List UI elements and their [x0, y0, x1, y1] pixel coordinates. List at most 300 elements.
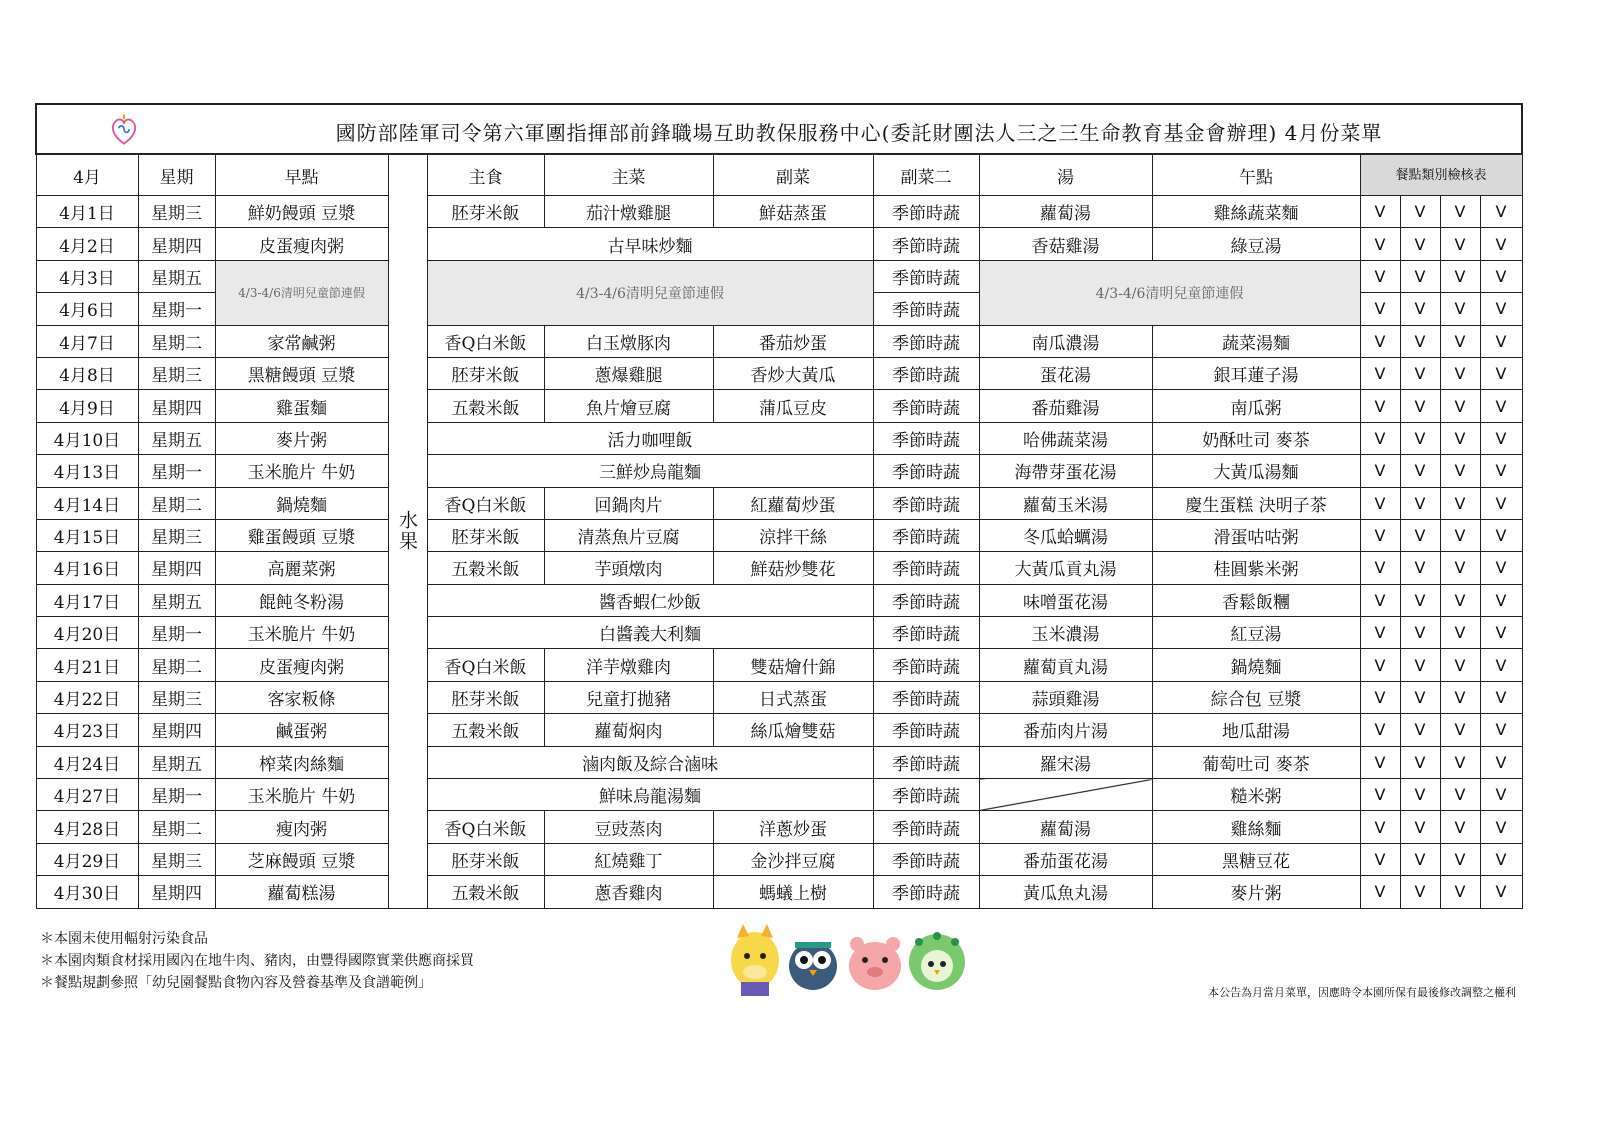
- note-line: ＊本園肉類食材採用國內在地牛肉、豬肉，由豐得國際實業供應商採買: [40, 953, 474, 969]
- breakfast-cell: 蘿蔔糕湯: [215, 876, 388, 908]
- staple-cell: 胚芽米飯: [427, 519, 544, 551]
- side2-cell: 季節時蔬: [873, 811, 979, 843]
- check-mark-cell: V: [1440, 811, 1480, 843]
- date-cell: 4月21日: [36, 649, 138, 681]
- check-mark-cell: V: [1400, 293, 1440, 325]
- snack-cell: 銀耳蓮子湯: [1152, 357, 1360, 389]
- school-logo-icon: [107, 113, 141, 147]
- snack-cell: 綠豆湯: [1152, 228, 1360, 260]
- check-mark-cell: V: [1440, 519, 1480, 551]
- soup-cell: 味噌蛋花湯: [979, 584, 1152, 616]
- soup-cell: 蘿蔔湯: [979, 196, 1152, 228]
- check-mark-cell: V: [1400, 228, 1440, 260]
- soup-cell: 玉米濃湯: [979, 617, 1152, 649]
- table-row: [36, 260, 1522, 292]
- main-dish-cell: 蔥爆雞腿: [544, 357, 713, 389]
- soup-cell: 香菇雞湯: [979, 228, 1152, 260]
- check-mark-cell: V: [1360, 293, 1400, 325]
- weekday-cell: 星期一: [138, 455, 215, 487]
- side1-cell: 紅蘿蔔炒蛋: [713, 487, 873, 519]
- staple-cell: 胚芽米飯: [427, 196, 544, 228]
- weekday-cell: 星期二: [138, 811, 215, 843]
- breakfast-cell: 皮蛋瘦肉粥: [215, 649, 388, 681]
- date-cell: 4月14日: [36, 487, 138, 519]
- check-mark-cell: V: [1440, 876, 1480, 908]
- side1-cell: 洋蔥炒蛋: [713, 811, 873, 843]
- date-cell: 4月16日: [36, 552, 138, 584]
- date-cell: 4月20日: [36, 617, 138, 649]
- weekday-cell: 星期二: [138, 325, 215, 357]
- check-mark-cell: V: [1440, 422, 1480, 454]
- breakfast-cell: 鹹蛋粥: [215, 714, 388, 746]
- breakfast-cell: 榨菜肉絲麵: [215, 746, 388, 778]
- footer-disclaimer: 本公告為月當月菜單，因應時令本園所保有最後修改調整之權利: [1208, 986, 1516, 999]
- soup-cell: 黃瓜魚丸湯: [979, 876, 1152, 908]
- weekday-cell: 星期二: [138, 649, 215, 681]
- breakfast-cell: 餛飩冬粉湯: [215, 584, 388, 616]
- side1-cell: 絲瓜燴雙菇: [713, 714, 873, 746]
- check-mark-cell: V: [1400, 584, 1440, 616]
- combined-meal-cell: 活力咖哩飯: [427, 422, 873, 454]
- peacock-mascot-icon: [909, 932, 965, 990]
- header-month: 4月: [36, 154, 138, 196]
- check-mark-cell: V: [1480, 746, 1522, 778]
- side1-cell: 鮮菇蒸蛋: [713, 196, 873, 228]
- snack-cell: 鍋燒麵: [1152, 649, 1360, 681]
- main-dish-cell: 兒童打拋豬: [544, 681, 713, 713]
- date-cell: 4月1日: [36, 196, 138, 228]
- check-mark-cell: V: [1360, 390, 1400, 422]
- snack-cell: 雞絲蔬菜麵: [1152, 196, 1360, 228]
- soup-cell: 南瓜濃湯: [979, 325, 1152, 357]
- snack-cell: 慶生蛋糕 決明子茶: [1152, 487, 1360, 519]
- mascots-illustration: [725, 920, 980, 1000]
- combined-meal-cell: 古早味炒麵: [427, 228, 873, 260]
- check-mark-cell: V: [1480, 487, 1522, 519]
- date-cell: 4月6日: [36, 293, 138, 325]
- snack-cell: 糙米粥: [1152, 779, 1360, 811]
- check-mark-cell: V: [1440, 196, 1480, 228]
- table-row: [36, 681, 1522, 713]
- check-mark-cell: V: [1400, 552, 1440, 584]
- weekday-cell: 星期三: [138, 843, 215, 875]
- check-mark-cell: V: [1400, 390, 1440, 422]
- check-mark-cell: V: [1480, 293, 1522, 325]
- side1-cell: 金沙拌豆腐: [713, 843, 873, 875]
- weekday-cell: 星期五: [138, 746, 215, 778]
- main-dish-cell: 洋芋燉雞肉: [544, 649, 713, 681]
- header-side1: 副菜: [713, 154, 873, 196]
- combined-meal-cell: 醬香蝦仁炒飯: [427, 584, 873, 616]
- staple-cell: 五穀米飯: [427, 552, 544, 584]
- weekday-cell: 星期一: [138, 779, 215, 811]
- breakfast-cell: 雞蛋麵: [215, 390, 388, 422]
- breakfast-cell: 家常鹹粥: [215, 325, 388, 357]
- staple-cell: 五穀米飯: [427, 876, 544, 908]
- soup-cell: 蘿蔔貢丸湯: [979, 649, 1152, 681]
- staple-cell: 香Q白米飯: [427, 811, 544, 843]
- table-row: [36, 876, 1522, 908]
- side2-cell: 季節時蔬: [873, 196, 979, 228]
- breakfast-cell: 皮蛋瘦肉粥: [215, 228, 388, 260]
- check-mark-cell: V: [1440, 843, 1480, 875]
- breakfast-cell: 芝麻饅頭 豆漿: [215, 843, 388, 875]
- table-row: [36, 617, 1522, 649]
- check-mark-cell: V: [1360, 519, 1400, 551]
- breakfast-cell: 玉米脆片 牛奶: [215, 779, 388, 811]
- table-row: [36, 714, 1522, 746]
- menu-sheet: [35, 103, 1521, 909]
- breakfast-cell: 鮮奶饅頭 豆漿: [215, 196, 388, 228]
- check-mark-cell: V: [1360, 649, 1400, 681]
- weekday-cell: 星期一: [138, 293, 215, 325]
- check-mark-cell: V: [1440, 779, 1480, 811]
- side1-cell: 雙菇燴什錦: [713, 649, 873, 681]
- main-dish-cell: 白玉燉豚肉: [544, 325, 713, 357]
- breakfast-cell: 麥片粥: [215, 422, 388, 454]
- header-snack: 午點: [1152, 154, 1360, 196]
- holiday-breakfast-cell: 4/3-4/6清明兒童節連假: [215, 260, 388, 325]
- soup-cell: 蒜頭雞湯: [979, 681, 1152, 713]
- menu-table: [35, 103, 1523, 909]
- check-mark-cell: V: [1480, 649, 1522, 681]
- staple-cell: 五穀米飯: [427, 714, 544, 746]
- check-mark-cell: V: [1400, 519, 1440, 551]
- check-mark-cell: V: [1480, 779, 1522, 811]
- staple-cell: 香Q白米飯: [427, 487, 544, 519]
- check-mark-cell: V: [1440, 293, 1480, 325]
- table-row: [36, 519, 1522, 551]
- check-mark-cell: V: [1480, 390, 1522, 422]
- check-mark-cell: V: [1440, 714, 1480, 746]
- breakfast-cell: 高麗菜粥: [215, 552, 388, 584]
- date-cell: 4月30日: [36, 876, 138, 908]
- header-breakfast: 早點: [215, 154, 388, 196]
- weekday-cell: 星期四: [138, 552, 215, 584]
- snack-cell: 奶酥吐司 麥茶: [1152, 422, 1360, 454]
- check-mark-cell: V: [1400, 876, 1440, 908]
- check-mark-cell: V: [1360, 422, 1400, 454]
- check-mark-cell: V: [1440, 228, 1480, 260]
- main-dish-cell: 清蒸魚片豆腐: [544, 519, 713, 551]
- check-mark-cell: V: [1480, 228, 1522, 260]
- header-check: 餐點類別檢核表: [1360, 154, 1522, 196]
- side2-cell: 季節時蔬: [873, 649, 979, 681]
- date-cell: 4月15日: [36, 519, 138, 551]
- check-mark-cell: V: [1480, 617, 1522, 649]
- notes: [40, 928, 474, 994]
- header-staple: 主食: [427, 154, 544, 196]
- header-main: 主菜: [544, 154, 713, 196]
- check-mark-cell: V: [1360, 584, 1400, 616]
- check-mark-cell: V: [1480, 357, 1522, 389]
- soup-cell: 番茄肉片湯: [979, 714, 1152, 746]
- check-mark-cell: V: [1360, 228, 1400, 260]
- side2-cell: 季節時蔬: [873, 779, 979, 811]
- check-mark-cell: V: [1400, 681, 1440, 713]
- side2-cell: 季節時蔬: [873, 260, 979, 292]
- header-soup: 湯: [979, 154, 1152, 196]
- date-cell: 4月10日: [36, 422, 138, 454]
- breakfast-cell: 玉米脆片 牛奶: [215, 617, 388, 649]
- holiday-soup-snack-cell: 4/3-4/6清明兒童節連假: [979, 260, 1360, 325]
- check-mark-cell: V: [1480, 455, 1522, 487]
- check-mark-cell: V: [1480, 714, 1522, 746]
- weekday-cell: 星期四: [138, 228, 215, 260]
- main-dish-cell: 豆豉蒸肉: [544, 811, 713, 843]
- table-row: [36, 584, 1522, 616]
- table-row: [36, 649, 1522, 681]
- weekday-cell: 星期三: [138, 357, 215, 389]
- holiday-lunch-cell: 4/3-4/6清明兒童節連假: [427, 260, 873, 325]
- side1-cell: 涼拌干絲: [713, 519, 873, 551]
- side2-cell: 季節時蔬: [873, 519, 979, 551]
- soup-cell: 蛋花湯: [979, 357, 1152, 389]
- table-row: [36, 422, 1522, 454]
- main-dish-cell: 紅燒雞丁: [544, 843, 713, 875]
- check-mark-cell: V: [1400, 779, 1440, 811]
- soup-cell: 蘿蔔玉米湯: [979, 487, 1152, 519]
- table-row: [36, 779, 1522, 811]
- side2-cell: 季節時蔬: [873, 357, 979, 389]
- page-title: 國防部陸軍司令第六軍團指揮部前鋒職場互助教保服務中心(委託財團法人三之三生命教育基金會辦理) 4月份菜單: [335, 121, 1383, 145]
- check-mark-cell: V: [1400, 649, 1440, 681]
- side2-cell: 季節時蔬: [873, 455, 979, 487]
- soup-cell: 大黃瓜貢丸湯: [979, 552, 1152, 584]
- breakfast-cell: 鍋燒麵: [215, 487, 388, 519]
- soup-cell: 海帶芽蛋花湯: [979, 455, 1152, 487]
- check-mark-cell: V: [1440, 260, 1480, 292]
- table-row: [36, 357, 1522, 389]
- date-cell: 4月28日: [36, 811, 138, 843]
- date-cell: 4月24日: [36, 746, 138, 778]
- check-mark-cell: V: [1360, 552, 1400, 584]
- table-row: [36, 196, 1522, 228]
- date-cell: 4月7日: [36, 325, 138, 357]
- check-mark-cell: V: [1400, 196, 1440, 228]
- side2-cell: 季節時蔬: [873, 746, 979, 778]
- staple-cell: 胚芽米飯: [427, 843, 544, 875]
- table-row: [36, 228, 1522, 260]
- check-mark-cell: V: [1360, 876, 1400, 908]
- check-mark-cell: V: [1480, 196, 1522, 228]
- side2-cell: 季節時蔬: [873, 487, 979, 519]
- check-mark-cell: V: [1400, 260, 1440, 292]
- side2-cell: 季節時蔬: [873, 584, 979, 616]
- breakfast-cell: 黑糖饅頭 豆漿: [215, 357, 388, 389]
- combined-meal-cell: 三鮮炒烏龍麵: [427, 455, 873, 487]
- title-cell: [36, 104, 1522, 154]
- table-row: [36, 455, 1522, 487]
- side1-cell: 香炒大黃瓜: [713, 357, 873, 389]
- header-side2: 副菜二: [873, 154, 979, 196]
- table-row: [36, 487, 1522, 519]
- side2-cell: 季節時蔬: [873, 876, 979, 908]
- side1-cell: 日式蒸蛋: [713, 681, 873, 713]
- date-cell: 4月22日: [36, 681, 138, 713]
- check-mark-cell: V: [1440, 681, 1480, 713]
- date-cell: 4月3日: [36, 260, 138, 292]
- side2-cell: 季節時蔬: [873, 552, 979, 584]
- snack-cell: 南瓜粥: [1152, 390, 1360, 422]
- staple-cell: 胚芽米飯: [427, 357, 544, 389]
- date-cell: 4月9日: [36, 390, 138, 422]
- date-cell: 4月8日: [36, 357, 138, 389]
- main-dish-cell: 蔥香雞肉: [544, 876, 713, 908]
- check-mark-cell: V: [1440, 649, 1480, 681]
- check-mark-cell: V: [1480, 325, 1522, 357]
- date-cell: 4月27日: [36, 779, 138, 811]
- staple-cell: 香Q白米飯: [427, 649, 544, 681]
- table-row: [36, 325, 1522, 357]
- snack-cell: 葡萄吐司 麥茶: [1152, 746, 1360, 778]
- staple-cell: 五穀米飯: [427, 390, 544, 422]
- table-row: [36, 811, 1522, 843]
- side2-cell: 季節時蔬: [873, 617, 979, 649]
- fruit-column: 水果: [388, 154, 427, 908]
- main-dish-cell: 茄汁燉雞腿: [544, 196, 713, 228]
- check-mark-cell: V: [1400, 843, 1440, 875]
- check-mark-cell: V: [1400, 357, 1440, 389]
- date-cell: 4月23日: [36, 714, 138, 746]
- weekday-cell: 星期五: [138, 584, 215, 616]
- weekday-cell: 星期四: [138, 714, 215, 746]
- owl-mascot-icon: [789, 942, 837, 990]
- check-mark-cell: V: [1400, 811, 1440, 843]
- soup-cell-slashed: [979, 779, 1152, 811]
- date-cell: 4月2日: [36, 228, 138, 260]
- main-dish-cell: 魚片燴豆腐: [544, 390, 713, 422]
- horse-mascot-icon: [731, 924, 779, 996]
- snack-cell: 雞絲麵: [1152, 811, 1360, 843]
- header-weekday: 星期: [138, 154, 215, 196]
- snack-cell: 紅豆湯: [1152, 617, 1360, 649]
- weekday-cell: 星期一: [138, 617, 215, 649]
- main-dish-cell: 回鍋肉片: [544, 487, 713, 519]
- check-mark-cell: V: [1360, 714, 1400, 746]
- check-mark-cell: V: [1480, 584, 1522, 616]
- side1-cell: 鮮菇炒雙花: [713, 552, 873, 584]
- snack-cell: 地瓜甜湯: [1152, 714, 1360, 746]
- check-mark-cell: V: [1360, 357, 1400, 389]
- main-dish-cell: 蘿蔔焖肉: [544, 714, 713, 746]
- date-cell: 4月29日: [36, 843, 138, 875]
- check-mark-cell: V: [1400, 714, 1440, 746]
- breakfast-cell: 玉米脆片 牛奶: [215, 455, 388, 487]
- staple-cell: 香Q白米飯: [427, 325, 544, 357]
- side2-cell: 季節時蔬: [873, 422, 979, 454]
- check-mark-cell: V: [1360, 196, 1400, 228]
- pig-mascot-icon: [849, 937, 901, 990]
- breakfast-cell: 客家粄條: [215, 681, 388, 713]
- check-mark-cell: V: [1400, 455, 1440, 487]
- check-mark-cell: V: [1360, 843, 1400, 875]
- check-mark-cell: V: [1480, 876, 1522, 908]
- weekday-cell: 星期二: [138, 487, 215, 519]
- check-mark-cell: V: [1400, 325, 1440, 357]
- check-mark-cell: V: [1440, 455, 1480, 487]
- snack-cell: 綜合包 豆漿: [1152, 681, 1360, 713]
- check-mark-cell: V: [1480, 260, 1522, 292]
- soup-cell: 羅宋湯: [979, 746, 1152, 778]
- check-mark-cell: V: [1360, 779, 1400, 811]
- side1-cell: 蒲瓜豆皮: [713, 390, 873, 422]
- weekday-cell: 星期三: [138, 681, 215, 713]
- check-mark-cell: V: [1360, 811, 1400, 843]
- soup-cell: 蘿蔔湯: [979, 811, 1152, 843]
- weekday-cell: 星期五: [138, 422, 215, 454]
- breakfast-cell: 雞蛋饅頭 豆漿: [215, 519, 388, 551]
- snack-cell: 滑蛋咕咕粥: [1152, 519, 1360, 551]
- check-mark-cell: V: [1360, 487, 1400, 519]
- note-line: ＊本園未使用輻射污染食品: [40, 931, 208, 947]
- combined-meal-cell: 白醬義大利麵: [427, 617, 873, 649]
- check-mark-cell: V: [1440, 357, 1480, 389]
- side1-cell: 番茄炒蛋: [713, 325, 873, 357]
- snack-cell: 麥片粥: [1152, 876, 1360, 908]
- side2-cell: 季節時蔬: [873, 390, 979, 422]
- soup-cell: 冬瓜蛤蠣湯: [979, 519, 1152, 551]
- snack-cell: 黑糖豆花: [1152, 843, 1360, 875]
- check-mark-cell: V: [1400, 422, 1440, 454]
- weekday-cell: 星期四: [138, 876, 215, 908]
- weekday-cell: 星期三: [138, 196, 215, 228]
- table-row: [36, 552, 1522, 584]
- check-mark-cell: V: [1440, 552, 1480, 584]
- check-mark-cell: V: [1440, 584, 1480, 616]
- check-mark-cell: V: [1480, 422, 1522, 454]
- table-row: [36, 843, 1522, 875]
- weekday-cell: 星期三: [138, 519, 215, 551]
- side2-cell: 季節時蔬: [873, 293, 979, 325]
- side2-cell: 季節時蔬: [873, 325, 979, 357]
- table-row: [36, 390, 1522, 422]
- table-row: [36, 746, 1522, 778]
- snack-cell: 桂圓紫米粥: [1152, 552, 1360, 584]
- snack-cell: 香鬆飯糰: [1152, 584, 1360, 616]
- check-mark-cell: V: [1440, 617, 1480, 649]
- date-cell: 4月13日: [36, 455, 138, 487]
- soup-cell: 番茄雞湯: [979, 390, 1152, 422]
- check-mark-cell: V: [1440, 325, 1480, 357]
- check-mark-cell: V: [1440, 487, 1480, 519]
- check-mark-cell: V: [1480, 843, 1522, 875]
- date-cell: 4月17日: [36, 584, 138, 616]
- weekday-cell: 星期四: [138, 390, 215, 422]
- snack-cell: 大黃瓜湯麵: [1152, 455, 1360, 487]
- check-mark-cell: V: [1400, 617, 1440, 649]
- combined-meal-cell: 鮮味烏龍湯麵: [427, 779, 873, 811]
- staple-cell: 胚芽米飯: [427, 681, 544, 713]
- check-mark-cell: V: [1480, 681, 1522, 713]
- check-mark-cell: V: [1360, 260, 1400, 292]
- weekday-cell: 星期五: [138, 260, 215, 292]
- side2-cell: 季節時蔬: [873, 681, 979, 713]
- side2-cell: 季節時蔬: [873, 843, 979, 875]
- check-mark-cell: V: [1480, 552, 1522, 584]
- side2-cell: 季節時蔬: [873, 228, 979, 260]
- check-mark-cell: V: [1480, 811, 1522, 843]
- soup-cell: 番茄蛋花湯: [979, 843, 1152, 875]
- side1-cell: 螞蟻上樹: [713, 876, 873, 908]
- note-line: ＊餐點規劃參照「幼兒園餐點食物內容及營養基準及食譜範例」: [40, 975, 432, 991]
- check-mark-cell: V: [1440, 390, 1480, 422]
- check-mark-cell: V: [1360, 325, 1400, 357]
- check-mark-cell: V: [1360, 681, 1400, 713]
- check-mark-cell: V: [1360, 455, 1400, 487]
- check-mark-cell: V: [1480, 519, 1522, 551]
- check-mark-cell: V: [1400, 746, 1440, 778]
